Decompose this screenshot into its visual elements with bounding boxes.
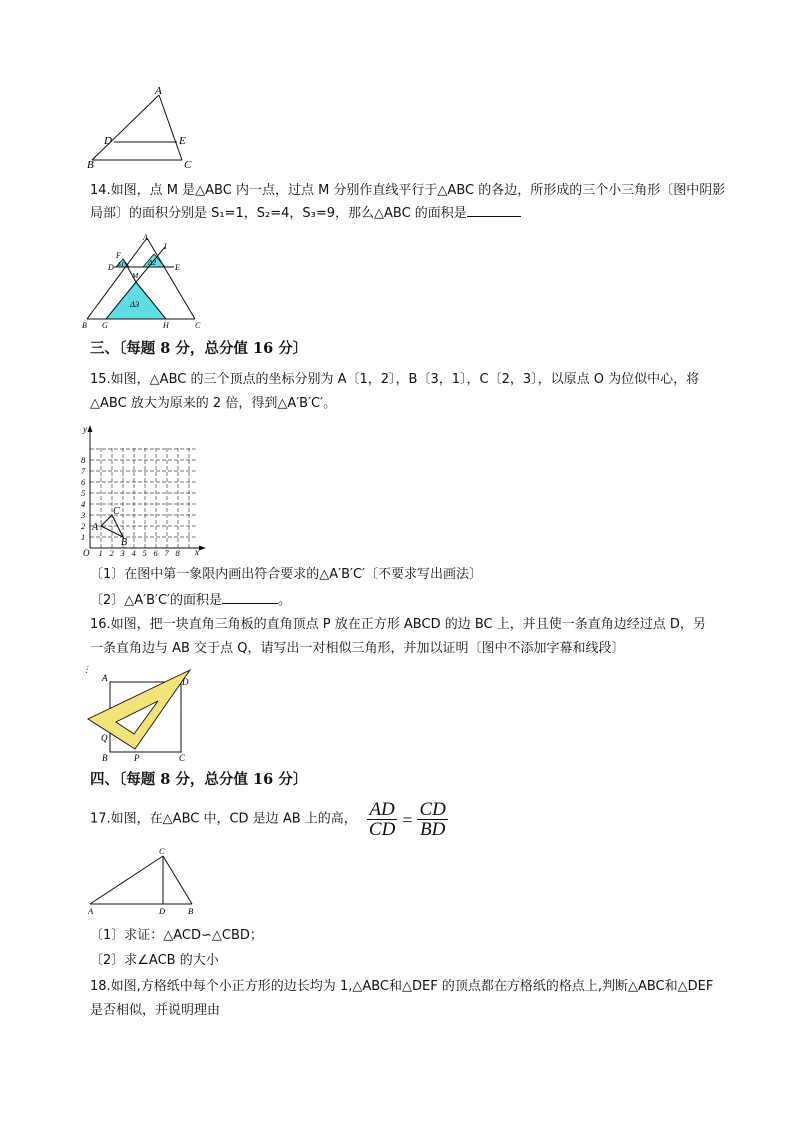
q14-label-f: F — [116, 251, 121, 260]
question-17 — [90, 800, 730, 840]
origin-label: O — [83, 548, 90, 558]
q18-line1: 18.如图,方格纸中每个小正方形的边长均为 1,△ABC和△DEF 的顶点都在方格纸的格点上,判断△ABC和△DEF — [90, 979, 714, 994]
q14-label-b: B — [82, 321, 87, 330]
q15-part1: 〔1〕在图中第一象限内画出符合要求的△A′B′C′〔不要求写出画法〕 — [90, 567, 483, 582]
q14-answer-blank — [467, 202, 521, 217]
q16-label-q: Q — [101, 733, 108, 743]
y-tick-label: 4 — [81, 499, 86, 509]
figure-q17-triangle — [82, 842, 202, 920]
x-tick-label: 8 — [175, 548, 180, 558]
x-tick-label: 1 — [98, 548, 103, 558]
q14-label-a: A — [143, 233, 148, 242]
q17-label-a: A — [88, 906, 94, 916]
section-4-heading: 四、〔每题 8 分，总分值 16 分〕 — [90, 771, 308, 788]
q16-label-b: B — [102, 753, 108, 763]
label-e: E — [179, 135, 186, 147]
q16-label-d: D — [182, 677, 189, 687]
q14-label-delta1: Δ1 — [117, 261, 125, 268]
x-tick-label: 3 — [120, 548, 125, 558]
q17-label-d: D — [159, 906, 166, 916]
x-tick-label: 5 — [142, 548, 147, 558]
point-b-label: B — [121, 537, 128, 548]
figure-triangle-de-bc — [80, 82, 200, 172]
x-tick-label: 4 — [131, 548, 136, 558]
q16-line1: 16.如图，把一块直角三角板的直角顶点 P 放在正方形 ABCD 的边 BC 上，并且使一条直角边经过点 D，另 — [90, 617, 706, 632]
q14-label-d: D — [108, 263, 114, 272]
x-tick-label: 6 — [153, 548, 158, 558]
q16-line2: 一条直角边与 AB 交于点 Q，请写出一对相似三角形，并加以证明〔图中不添加字幕和线段〕 — [90, 641, 625, 656]
q16-label-p: P — [134, 753, 140, 763]
coordinate-grid — [80, 423, 210, 558]
y-tick-label: 5 — [81, 488, 86, 498]
q15-line1: 15.如图，△ABC 的三个顶点的坐标分别为 A〔1，2〕，B〔3，1〕，C〔2，3〕，以原点 O 为位似中心，将 — [90, 372, 700, 387]
q16-label-a: A — [102, 673, 108, 683]
fraction-numerator: CD — [419, 799, 446, 820]
equals-sign: = — [402, 809, 413, 830]
q14-text: 14.如图，点 M 是△ABC 内一点，过点 M 分别作直线平行于△ABC 的各边，所形成的三个小三角形〔图中阴影局部〕的面积分别是 S₁=1，S₂=4，S₃=9，那么△ABC 的面积是 — [90, 183, 726, 221]
x-axis-label: x — [195, 547, 199, 557]
q14-label-i: I — [164, 242, 167, 251]
q14-label-g: G — [102, 321, 108, 330]
y-tick-label: 3 — [81, 510, 86, 520]
q17-label-c: C — [159, 846, 165, 856]
q15-answer-blank — [222, 589, 278, 604]
label-b: B — [87, 159, 94, 171]
label-c: C — [184, 159, 192, 171]
fraction-denominator: BD — [420, 819, 446, 840]
fraction-numerator: AD — [369, 799, 395, 820]
fraction-cd-bd — [417, 800, 447, 839]
q14-label-h: H — [163, 321, 169, 330]
q18-line2: 是否相似，并说明理由 — [90, 1003, 221, 1018]
small-mark: ⋮ — [82, 664, 91, 674]
y-tick-label: 1 — [81, 532, 86, 542]
q14-label-c: C — [195, 321, 201, 330]
figure-q14-triangle — [80, 232, 210, 332]
y-tick-label: 6 — [81, 477, 86, 487]
x-tick-label: 2 — [109, 548, 114, 558]
y-tick-label: 2 — [81, 521, 86, 531]
fraction-denominator: CD — [368, 819, 396, 840]
point-a-label: A — [92, 522, 99, 533]
q17-label-b: B — [188, 906, 194, 916]
q14-label-delta3: Δ3 — [130, 299, 140, 309]
q15-part2 — [90, 589, 730, 612]
q14-label-e: E — [175, 263, 180, 272]
section-3-heading: 三、〔每题 8 分，总分值 16 分〕 — [90, 340, 308, 357]
figure-q16-square-triangle — [80, 664, 200, 766]
y-tick-label: 7 — [81, 466, 86, 476]
x-tick-label: 7 — [164, 548, 169, 558]
q14-label-m: M — [132, 271, 139, 280]
point-c-label: C — [113, 506, 120, 517]
q15-part2-text: 〔2〕△A′B′C′的面积是 — [90, 593, 223, 608]
q17-part2: 〔2〕求∠ACB 的大小 — [90, 953, 219, 968]
question-14 — [90, 180, 730, 225]
q15-part2-period: 。 — [278, 593, 292, 608]
q16-label-c: C — [179, 753, 186, 763]
y-tick-label: 8 — [81, 455, 86, 465]
fraction-ad-cd — [367, 800, 397, 839]
q17-part1: 〔1〕求证：△ACD∽△CBD； — [90, 928, 263, 943]
label-d: D — [104, 135, 112, 147]
label-a: A — [155, 85, 162, 97]
q17-text: 17.如图，在△ABC 中，CD 是边 AB 上的高， — [90, 811, 357, 827]
y-axis-label: y — [83, 424, 87, 434]
q15-line2: △ABC 放大为原来的 2 倍，得到△A′B′C′。 — [90, 396, 337, 411]
q14-label-delta2: Δ2 — [148, 258, 157, 267]
